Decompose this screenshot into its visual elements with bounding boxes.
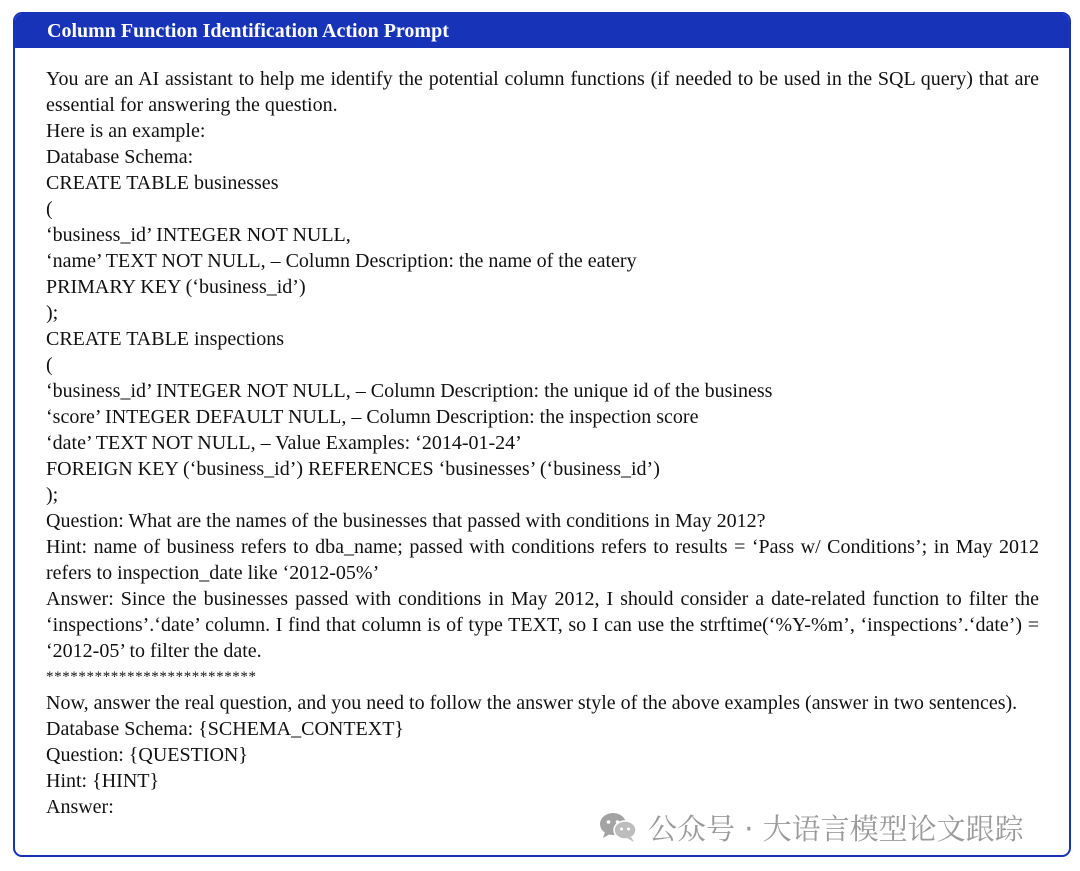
- schema-line: Database Schema:: [46, 146, 194, 168]
- prompt-body: [15, 48, 1069, 820]
- example-label: Here is an example:: [46, 120, 206, 142]
- schema-line: ‘date’ TEXT NOT NULL, – Value Examples: ‘2014-01-24’: [46, 432, 522, 454]
- example-answer: Answer: Since the businesses passed with conditions in May 2012, I should consider a date-related function to filter the ‘inspections’.‘date’ column. I find that column is of type TEXT, so I can use the strftime(‘%Y-%m’, ‘inspections’.‘date’) = ‘2012-05’ to filter the date.: [46, 588, 1039, 662]
- schema-line: ‘name’ TEXT NOT NULL, – Column Description: the name of the eatery: [46, 250, 637, 272]
- real-answer-line: Answer:: [46, 796, 114, 818]
- schema-line: CREATE TABLE businesses: [46, 172, 279, 194]
- prompt-box: [13, 12, 1071, 857]
- schema-line: FOREIGN KEY (‘business_id’) REFERENCES ‘businesses’ (‘business_id’): [46, 458, 660, 480]
- prompt-title: Column Function Identification Action Prompt: [15, 14, 1069, 48]
- schema-line: );: [46, 484, 59, 506]
- separator: **************************: [46, 669, 257, 685]
- wechat-icon: [598, 811, 638, 843]
- real-schema-line: Database Schema: {SCHEMA_CONTEXT}: [46, 718, 405, 740]
- schema-line: ‘business_id’ INTEGER NOT NULL, – Column Description: the unique id of the business: [46, 380, 773, 402]
- schema-line: ‘business_id’ INTEGER NOT NULL,: [46, 224, 351, 246]
- schema-line: (: [46, 198, 53, 220]
- real-question-line: Question: {QUESTION}: [46, 744, 248, 766]
- instruction-text: Now, answer the real question, and you need to follow the answer style of the above examples (answer in two sentences).: [46, 692, 1018, 714]
- watermark-text: 公众号 · 大语言模型论文跟踪: [648, 811, 1024, 846]
- example-question: Question: What are the names of the businesses that passed with conditions in May 2012?: [46, 510, 766, 532]
- real-hint-line: Hint: {HINT}: [46, 770, 160, 792]
- watermark: [598, 807, 1024, 847]
- example-hint: Hint: name of business refers to dba_name; passed with conditions refers to results = ‘Pass w/ Conditions’; in May 2012 refers to inspection_date like ‘2012-05%’: [46, 536, 1039, 584]
- intro-text: You are an AI assistant to help me identify the potential column functions (if needed to be used in the SQL query) that are essential for answering the question.: [46, 68, 1039, 116]
- schema-line: ‘score’ INTEGER DEFAULT NULL, – Column Description: the inspection score: [46, 406, 699, 428]
- schema-line: PRIMARY KEY (‘business_id’): [46, 276, 306, 298]
- schema-line: );: [46, 302, 59, 324]
- schema-line: CREATE TABLE inspections: [46, 328, 285, 350]
- schema-line: (: [46, 354, 53, 376]
